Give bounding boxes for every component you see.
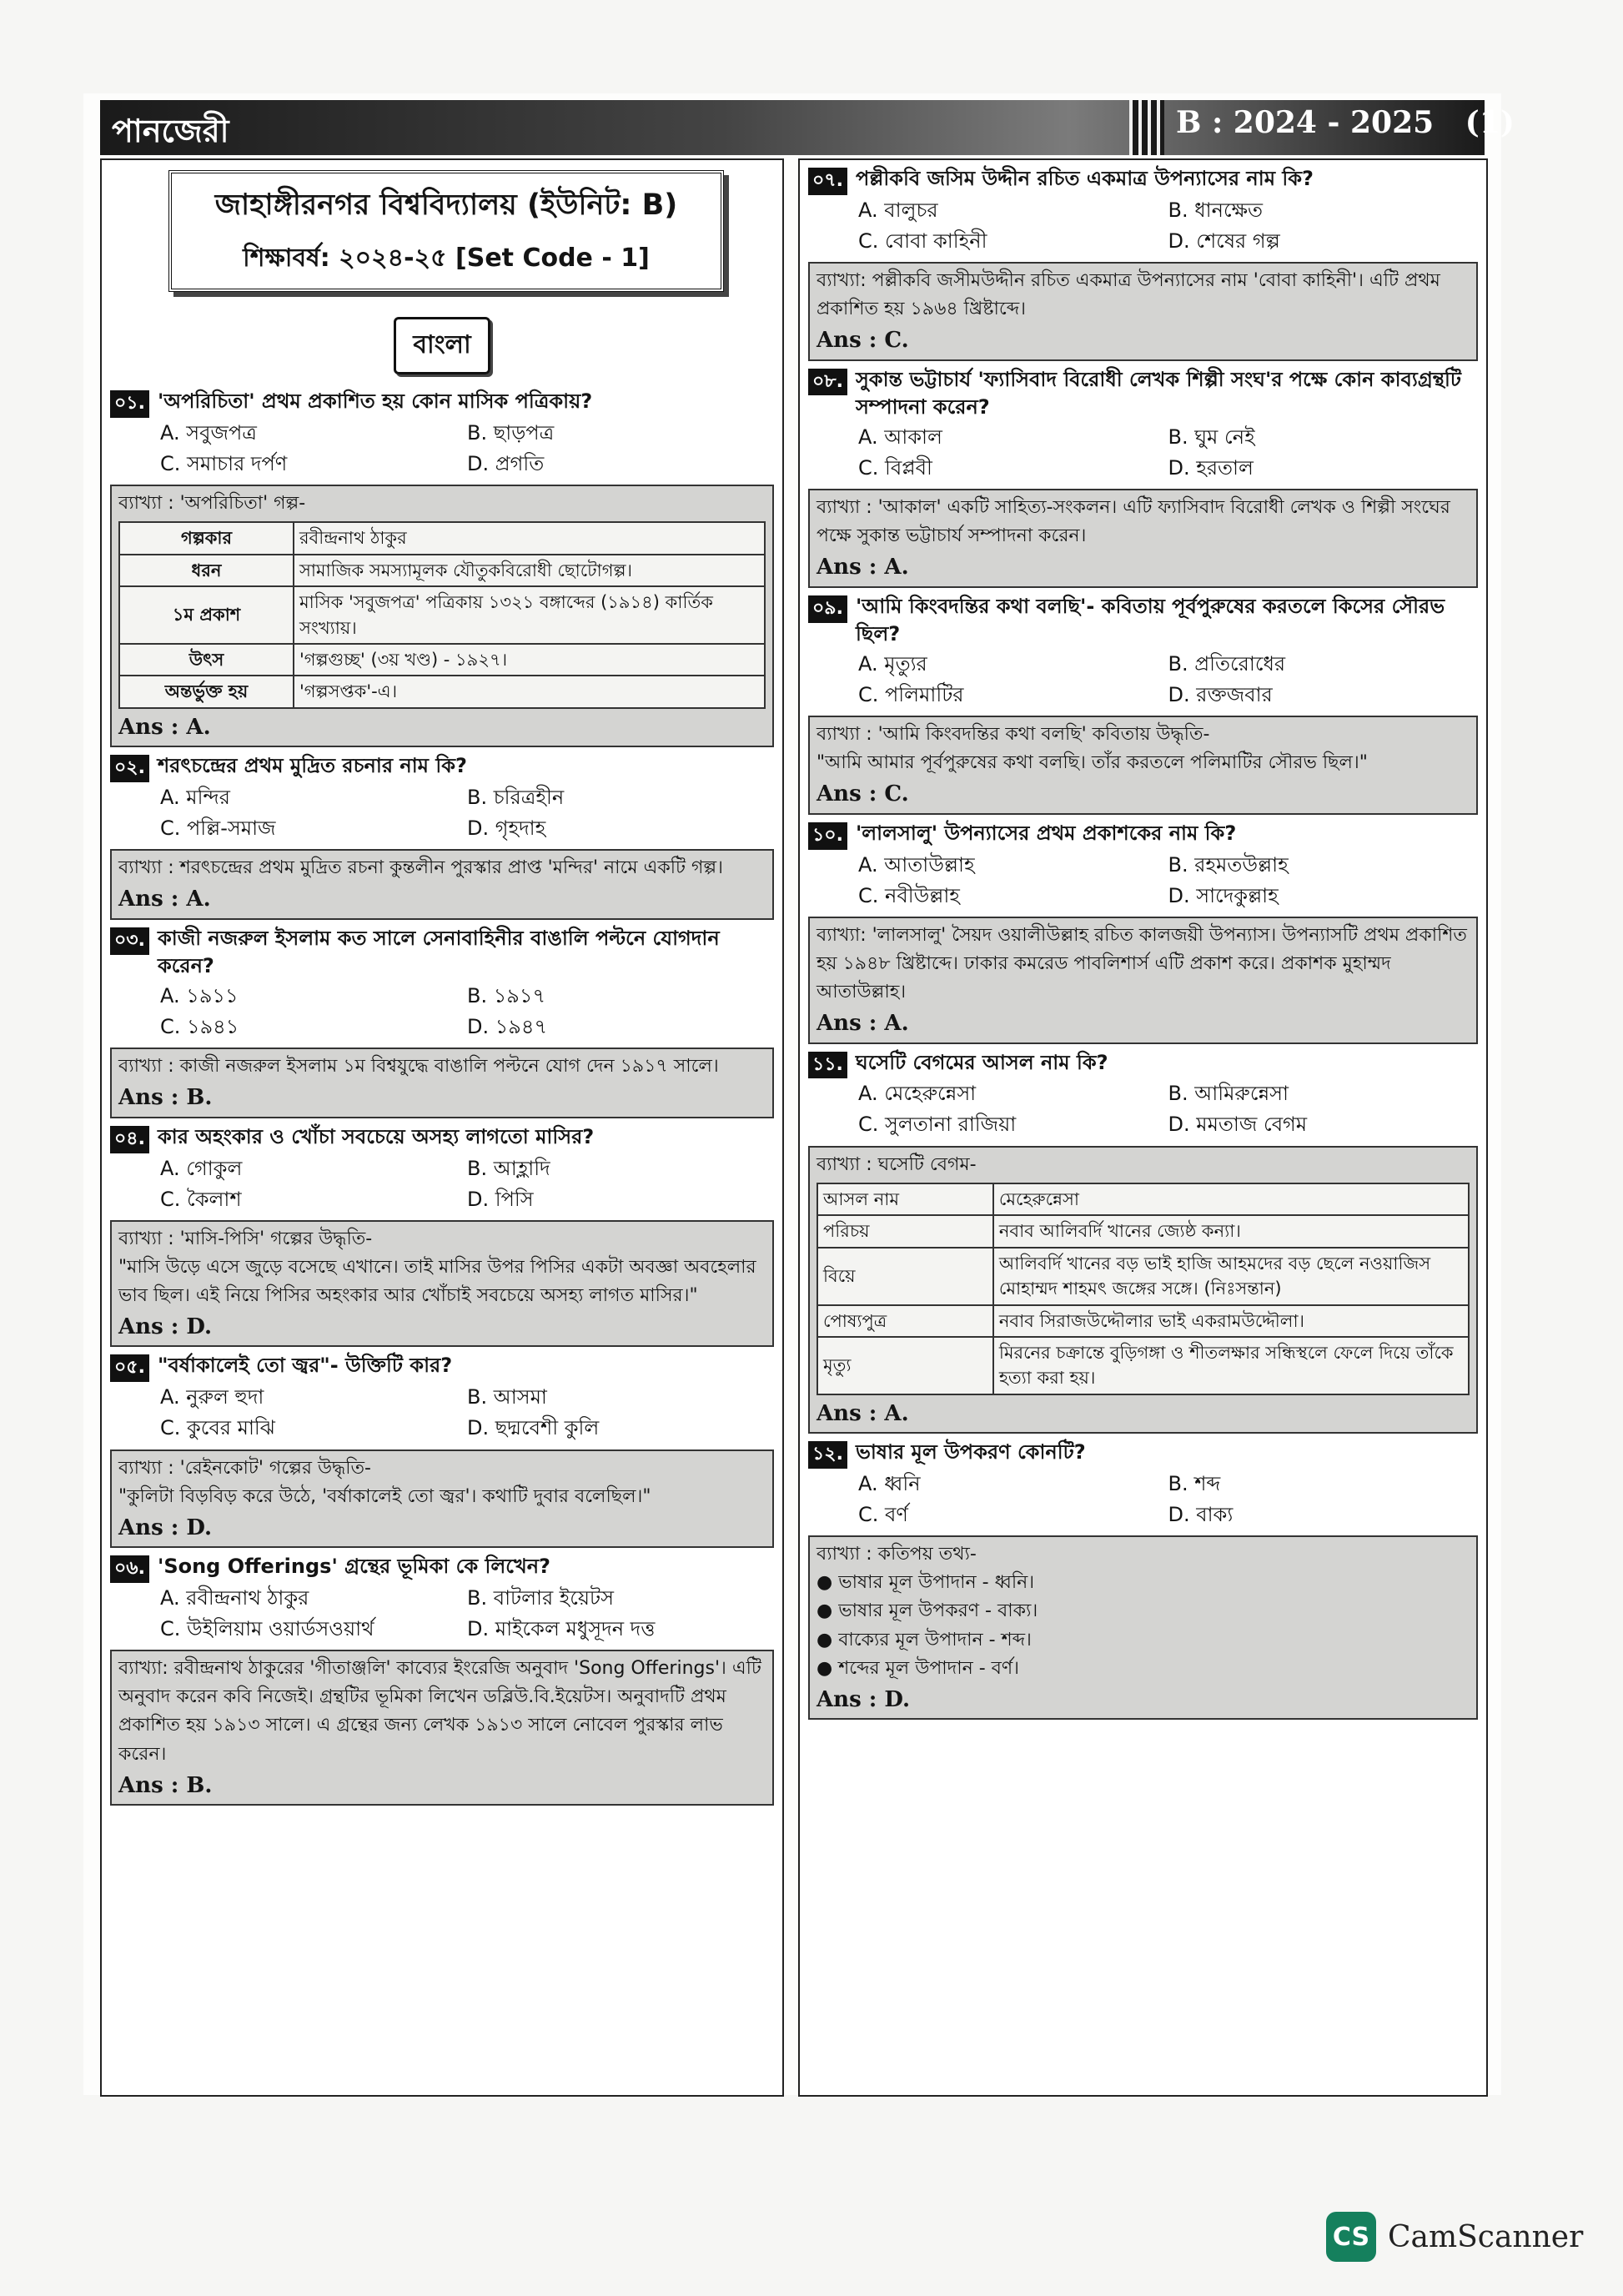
answer: Ans : A. (118, 887, 211, 912)
answer: Ans : A. (817, 1011, 909, 1037)
option-b: B. আসমা (467, 1385, 547, 1409)
option-d: D. ছদ্মবেশী কুলি (467, 1416, 600, 1440)
option-c: C. কৈলাশ (160, 1187, 242, 1211)
option-d: D. মমতাজ বেগম (1168, 1113, 1308, 1137)
explanation-text: "কুলিটা বিড়বিড় করে উঠে, 'বর্ষাকালেই তো জ্বর'। কথাটি দুবার বলেছিল।" (118, 1485, 651, 1507)
explanation-title: ব্যাখ্যা : 'রেইনকোট' গল্পের উদ্ধৃতি- (118, 1457, 371, 1479)
option-d: D. পিসি (467, 1187, 534, 1211)
option-d: D. হরতাল (1168, 456, 1254, 480)
question-3 (110, 925, 774, 1118)
question-number: ০৫. (110, 1354, 149, 1382)
explanation-box (808, 917, 1478, 1044)
option-c: C. বিপ্লবী (858, 456, 932, 480)
table-row: ১ম প্রকাশ মাসিক 'সবুজপত্র' পত্রিকায় ১৩২১ বঙ্গাব্দের (১৯১৪) কার্তিক সংখ্যায়। (119, 586, 765, 644)
answer: Ans : C. (817, 781, 909, 807)
question-text: শরৎচন্দ্রের প্রথম মুদ্রিত রচনার নাম কি? (157, 754, 467, 778)
question-4 (110, 1123, 774, 1348)
explanation-box (110, 1650, 774, 1806)
question-text: 'Song Offerings' গ্রন্থের ভূমিকা কে লিখেন? (157, 1555, 550, 1579)
option-c: C. বর্ণ (858, 1503, 908, 1527)
question-8 (808, 366, 1478, 588)
option-c: C. কুবের মাঝি (160, 1416, 275, 1440)
answer: Ans : D. (817, 1686, 911, 1712)
question-number: ১০. (808, 822, 847, 850)
explanation-box (808, 489, 1478, 587)
option-d: D. গৃহদাহ (467, 816, 546, 841)
option-b: B. ধানক্ষেত (1168, 198, 1264, 222)
option-a: A. মেহেরুন্নেসা (858, 1082, 977, 1106)
question-text: ভাষার মূল উপকরণ কোনটি? (855, 1440, 1086, 1465)
exam-title-box (168, 170, 724, 292)
explanation-box (808, 262, 1478, 360)
question-number: ০৭. (808, 168, 847, 195)
answer: Ans : B. (118, 1772, 213, 1798)
option-b: B. রহমতউল্লাহ (1168, 852, 1289, 877)
info-table (118, 521, 766, 709)
explanation-text: ব্যাখ্যা : শরৎচন্দ্রের প্রথম মুদ্রিত রচনা কুন্তলীন পুরস্কার প্রাপ্ত 'মন্দির' নামে একটি গল্প। (118, 857, 723, 879)
option-d: D. ১৯৪৭ (467, 1015, 548, 1039)
option-b: B. চরিত্রহীন (467, 785, 565, 809)
question-9 (808, 593, 1478, 815)
explanation-text: "মাসি উড়ে এসে জুড়ে বসেছে এখানে। তাই মাসির উপর পিসির একটা অবজ্ঞা অবহেলার ভাব ছিল। এই নিয়ে পিসির অহংকার আর খোঁচাই সবচেয়ে অসহ্য লাগত মাসির।" (118, 1256, 756, 1307)
table-row: পোষ্যপুত্র নবাব সিরাজউদ্দৌলার ভাই একরামউদ্দৌলা। (817, 1305, 1469, 1337)
question-text: কাজী নজরুল ইসলাম কত সালে সেনাবাহিনীর বাঙালি পল্টনে যোগদান করেন? (157, 926, 720, 978)
answer: Ans : B. (118, 1085, 213, 1111)
right-column (798, 158, 1488, 2097)
option-b: B. ঘুম নেই (1168, 425, 1255, 449)
option-a: A. বালুচর (858, 198, 938, 222)
option-a: A. নুরুল হুদা (160, 1385, 264, 1409)
option-a: A. সবুজপত্র (160, 420, 257, 445)
question-text: 'আমি কিংবদন্তির কথা বলছি'- কবিতায় পূর্বপুরুষের করতলে কিসের সৌরভ ছিল? (855, 594, 1445, 646)
question-number: ০৯. (808, 595, 847, 623)
option-a: A. ১৯১১ (160, 983, 239, 1007)
question-text: "বর্ষাকালেই তো জ্বর"- উক্তিটি কার? (157, 1354, 453, 1378)
camscanner-label: CamScanner (1388, 2219, 1584, 2254)
explanation-box (808, 716, 1478, 814)
question-number: ১১. (808, 1052, 847, 1079)
option-b: B. প্রতিরোধের (1168, 651, 1286, 676)
question-1 (110, 388, 774, 747)
answer: Ans : C. (817, 328, 909, 354)
option-c: C. সুলতানা রাজিয়া (858, 1113, 1017, 1137)
table-row: পরিচয় নবাব আলিবর্দি খানের জ্যেষ্ঠ কন্যা। (817, 1215, 1469, 1247)
info-table (817, 1183, 1470, 1395)
option-a: A. মৃত্যুর (858, 651, 927, 676)
question-number: ০২. (110, 755, 149, 782)
answer: Ans : A. (817, 555, 909, 580)
explanation-text: ব্যাখ্যা : কাজী নজরুল ইসলাম ১ম বিশ্বযুদ্ধে বাঙালি পল্টনে যোগ দেন ১৯১৭ সালে। (118, 1056, 719, 1078)
set-code: B : 2024 - 2025 (1) (1176, 105, 1515, 140)
table-row: বিয়ে আলিবর্দি খানের বড় ভাই হাজি আহমদের বড় ছেলে নওয়াজিস মোহাম্মদ শাহমৎ জঙ্গের সঙ্গে। (নিঃসন্তান) (817, 1248, 1469, 1305)
explanation-title: ব্যাখ্যা : কতিপয় তথ্য- (817, 1544, 977, 1565)
explanation-box (110, 1449, 774, 1548)
question-number: ০৪. (110, 1126, 149, 1153)
table-row: গল্পকার রবীন্দ্রনাথ ঠাকুর (119, 522, 765, 554)
subject-label: বাংলা (394, 317, 490, 374)
explanation-text: ব্যাখ্যা: পল্লীকবি জসীমউদ্দীন রচিত একমাত্র উপন্যাসের নাম 'বোবা কাহিনী'। এটি প্রথম প্রকাশিত হয় ১৯৬৪ খ্রিষ্টাব্দে। (817, 270, 1440, 320)
question-number: ০৬. (110, 1555, 149, 1583)
left-column (100, 158, 784, 2097)
option-d: D. রক্তজবার (1168, 683, 1273, 707)
explanation-box (110, 1048, 774, 1118)
option-d: D. প্রগতি (467, 451, 545, 475)
option-d: D. সাদেকুল্লাহ (1168, 883, 1279, 907)
exam-title: জাহাঙ্গীরনগর বিশ্ববিদ্যালয় (ইউনিট: B) (214, 188, 678, 222)
table-row: মৃত্যু মিরনের চক্রান্তে বুড়িগঙ্গা ও শীতলক্ষার সন্ধিস্থলে ফেলে দিয়ে তাঁকে হত্যা করা হয়। (817, 1337, 1469, 1394)
explanation-title: ব্যাখ্যা : 'মাসি-পিসি' গল্পের উদ্ধৃতি- (118, 1228, 373, 1249)
option-b: B. আমিরুন্নেসা (1168, 1082, 1289, 1106)
question-10 (808, 820, 1478, 1044)
question-text: 'লালসালু' উপন্যাসের প্রথম প্রকাশকের নাম কি? (855, 821, 1237, 845)
question-7 (808, 165, 1478, 361)
option-c: C. সমাচার দর্পণ (160, 451, 288, 475)
option-d: D. মাইকেল মধুসূদন দত্ত (467, 1617, 656, 1641)
option-b: B. ছাড়পত্র (467, 420, 555, 445)
explanation-title: ব্যাখ্যা : 'আমি কিংবদন্তির কথা বলছি' কবিতায় উদ্ধৃতি- (817, 724, 1210, 746)
option-b: B. ১৯১৭ (467, 983, 546, 1007)
option-b: B. আহ্লাদি (467, 1156, 550, 1180)
question-text: কার অহংকার ও খোঁচা সবচেয়ে অসহ্য লাগতো মাসির? (157, 1124, 595, 1148)
camscanner-icon: CS (1326, 2212, 1376, 2262)
option-a: A. আতাউল্লাহ (858, 852, 975, 877)
explanation-text: ব্যাখ্যা: 'লালসালু' সৈয়দ ওয়ালীউল্লাহ রচিত কালজয়ী উপন্যাস। উপন্যাসটি প্রথম প্রকাশিত হয় ১৯৪৮ খ্রিষ্টাব্দে। ঢাকার কমরেড পাবলিশার্স এটি প্রকাশ করে। প্রকাশক মুহাম্মদ আতাউল্লাহ। (817, 924, 1467, 1003)
question-number: ১২. (808, 1441, 847, 1469)
question-12 (808, 1439, 1478, 1720)
question-text: 'অপরিচিতা' প্রথম প্রকাশিত হয় কোন মাসিক পত্রিকায়? (157, 389, 593, 413)
question-text: সুকান্ত ভট্টাচার্য 'ফ্যাসিবাদ বিরোধী লেখক শিল্পী সংঘ'র পক্ষে কোন কাব্যগ্রন্থটি সম্পাদনা করেন? (855, 367, 1461, 420)
option-a: A. গোকুল (160, 1156, 243, 1180)
option-c: C. বোবা কাহিনী (858, 229, 987, 253)
question-2 (110, 752, 774, 920)
option-a: A. মন্দির (160, 785, 230, 809)
option-c: C. নবীউল্লাহ (858, 883, 960, 907)
option-a: A. রবীন্দ্রনাথ ঠাকুর (160, 1585, 309, 1610)
explanation-text: ব্যাখ্যা: রবীন্দ্রনাথ ঠাকুরের 'গীতাঞ্জলি' কাব্যের ইংরেজি অনুবাদ 'Song Offerings'। এটি অনুবাদ করেন কবি নিজেই। গ্রন্থটির ভূমিকা লিখেন ডব্লিউ.বি.ইয়েটস। অনুবাদটি প্রথম প্রকাশিত হয় ১৯১৩ সালে। এ গ্রন্থের জন্য লেখক ১৯১৩ সালে নোবেল পুরস্কার লাভ করেন। (118, 1658, 761, 1765)
option-a: A. আকাল (858, 425, 942, 449)
answer: Ans : A. (817, 1400, 909, 1426)
explanation-text: "আমি আমার পূর্বপুরুষের কথা বলছি। তাঁর করতলে পলিমাটির সৌরভ ছিল।" (817, 752, 1368, 774)
option-d: D. শেষের গল্প (1168, 229, 1280, 253)
answer: Ans : A. (118, 714, 211, 740)
option-d: D. বাক্য (1168, 1503, 1234, 1527)
option-b: B. শব্দ (1168, 1471, 1221, 1495)
answer: Ans : D. (118, 1314, 213, 1340)
question-number: ০৩. (110, 927, 149, 955)
page-header (100, 100, 1515, 155)
bullet-item: ● শব্দের মূল উপাদান - বর্ণ। (817, 1657, 1020, 1679)
bullet-item: ● ভাষার মূল উপকরণ - বাক্য। (817, 1600, 1038, 1622)
camscanner-watermark (1326, 2212, 1583, 2262)
question-text: ঘসেটি বেগমের আসল নাম কি? (855, 1050, 1108, 1074)
explanation-box (110, 485, 774, 747)
answer: Ans : D. (118, 1515, 213, 1540)
explanation-title: ব্যাখ্যা : ঘসেটি বেগম- (817, 1153, 977, 1175)
explanation-box (808, 1535, 1478, 1720)
explanation-box (110, 849, 774, 919)
publisher-logo: পানজেরী (112, 112, 229, 149)
table-row: অন্তর্ভুক্ত হয় 'গল্পসপ্তক'-এ। (119, 676, 765, 707)
exam-session: শিক্ষাবর্ষ: ২০২৪-২৫ [Set Code - 1] (243, 244, 650, 273)
explanation-box (110, 1220, 774, 1348)
table-row: ধরন সামাজিক সমস্যামূলক যৌতুকবিরোধী ছোটোগল্প। (119, 555, 765, 586)
explanation-box (808, 1146, 1478, 1434)
question-5 (110, 1352, 774, 1548)
option-c: C. ১৯৪১ (160, 1015, 239, 1039)
option-c: C. পলিমাটির (858, 683, 964, 707)
table-row: উৎস 'গল্পগুচ্ছ' (৩য় খণ্ড) - ১৯২৭। (119, 644, 765, 676)
option-b: B. বাটলার ইয়েটস (467, 1585, 614, 1610)
question-text: পল্লীকবি জসিম উদ্দীন রচিত একমাত্র উপন্যাসের নাম কি? (855, 167, 1314, 190)
question-11 (808, 1049, 1478, 1434)
option-a: A. ধ্বনি (858, 1471, 921, 1495)
table-row: আসল নাম মেহেরুন্নেসা (817, 1183, 1469, 1215)
explanation-title: ব্যাখ্যা : 'অপরিচিতা' গল্প- (118, 493, 306, 515)
bullet-item: ● বাক্যের মূল উপাদান - শব্দ। (817, 1629, 1032, 1650)
header-divider-bars (1129, 100, 1164, 155)
option-c: C. উইলিয়াম ওয়ার্ডসওয়ার্থ (160, 1617, 374, 1641)
question-number: ০৮. (808, 369, 847, 396)
explanation-text: ব্যাখ্যা : 'আকাল' একটি সাহিত্য-সংকলন। এটি ফ্যাসিবাদ বিরোধী লেখক ও শিল্পী সংঘের পক্ষে সুকান্ত ভট্টাচার্য সম্পাদনা করেন। (817, 497, 1450, 547)
question-6 (110, 1553, 774, 1806)
question-number: ০১. (110, 390, 149, 418)
option-c: C. পল্লি-সমাজ (160, 816, 276, 841)
bullet-item: ● ভাষার মূল উপাদান - ধ্বনি। (817, 1572, 1035, 1594)
